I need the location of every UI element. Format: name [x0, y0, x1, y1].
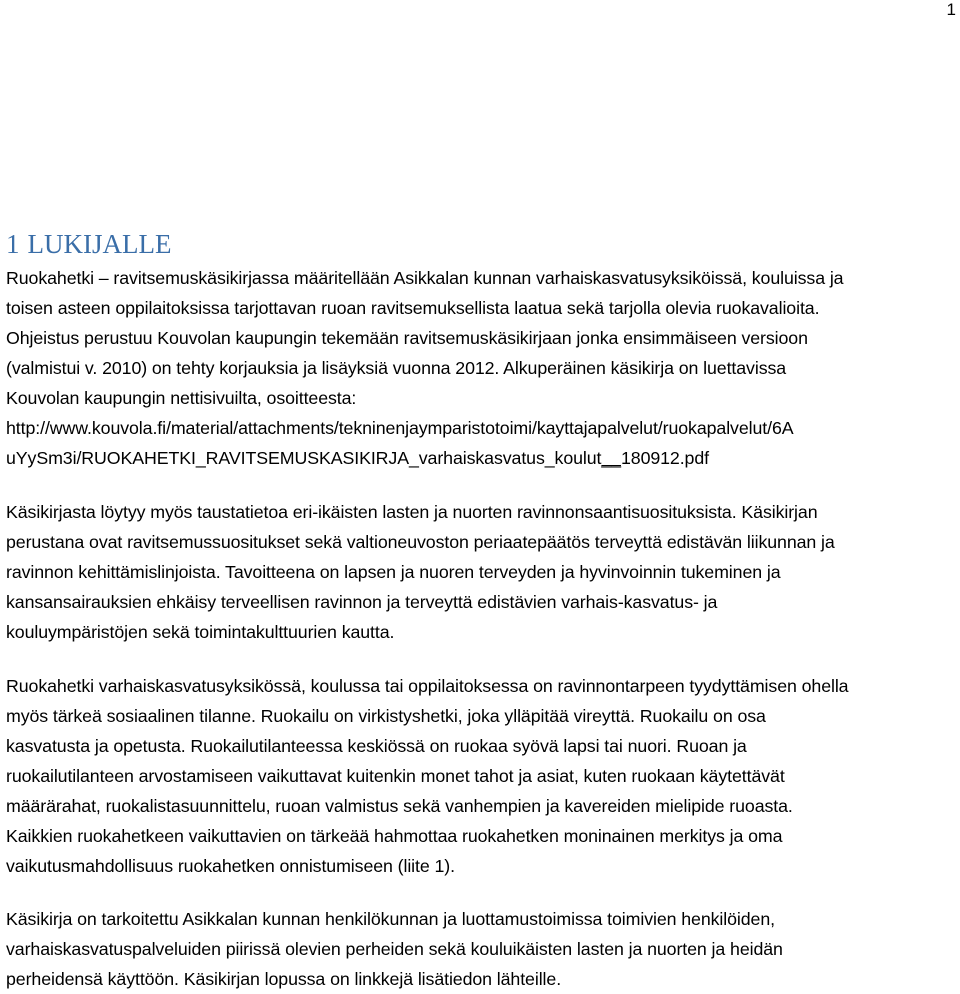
section-heading: [6, 229, 171, 259]
text-line: myös tärkeä sosiaalinen tilanne. Ruokailu on virkistyshetki, joka ylläpitää vireyttä. Ruokailu on osa: [6, 706, 766, 726]
text-line: määrärahat, ruokalistasuunnittelu, ruoan valmistus sekä vanhempien ja kavereiden mielipide ruoasta.: [6, 796, 793, 816]
source-url-segment-end: 180912.pdf: [620, 448, 709, 468]
text-line: kouluympäristöjen sekä toimintakulttuurien kautta.: [6, 622, 395, 642]
section-number: 1: [6, 229, 20, 259]
text-line: Käsikirjasta löytyy myös taustatietoa eri-ikäisten lasten ja nuorten ravinnonsaantisuosituksista. Käsikirjan: [6, 502, 818, 522]
text-line: kansansairauksien ehkäisy terveellisen ravinnon ja terveyttä edistävien varhais-kasvatus- ja: [6, 592, 718, 612]
page-number: 1: [946, 0, 956, 19]
text-line: Ohjeistus perustuu Kouvolan kaupungin tekemään ravitsemuskäsikirjaan jonka ensimmäiseen versioon: [6, 328, 808, 348]
text-line: perustana ovat ravitsemussuositukset sekä valtioneuvoston periaatepäätös terveyttä edistävän liikunnan ja: [6, 532, 835, 552]
text-line: varhaiskasvatuspalveluiden piirissä olevien perheiden sekä kouluikäisten lasten ja nuorten ja heidän: [6, 939, 783, 959]
paragraph-mealtime: [6, 671, 958, 881]
source-url-segment: uYySm3i/RUOKAHETKI_RAVITSEMUSKASIKIRJA_varhaiskasvatus_koulut: [6, 448, 602, 468]
paragraph-intro: [6, 263, 958, 473]
text-line: toisen asteen oppilaitoksissa tarjottavan ruoan ravitsemuksellista laatua sekä tarjolla olevia ruokavalioita.: [6, 298, 820, 318]
source-url-line: http://www.kouvola.fi/material/attachments/tekninenjaymparistotoimi/kayttajapalvelut/ruokapalvelut/6A: [6, 418, 794, 438]
text-line: ravinnon kehittämislinjoista. Tavoitteena on lapsen ja nuoren terveyden ja hyvinvoinnin tukeminen ja: [6, 562, 781, 582]
section-title: LUKIJALLE: [27, 229, 172, 259]
source-url-line-end: [6, 443, 958, 473]
text-line: (valmistui v. 2010) on tehty korjauksia ja lisäyksiä vuonna 2012. Alkuperäinen käsikirja on luettavissa: [6, 358, 787, 378]
text-line: vaikutusmahdollisuus ruokahetken onnistumiseen (liite 1).: [6, 856, 455, 876]
source-url-underlined-segment: __: [601, 448, 621, 468]
text-line: perheidensä käyttöön. Käsikirjan lopussa on linkkejä lisätiedon lähteille.: [6, 969, 562, 989]
text-line: kasvatusta ja opetusta. Ruokailutilanteessa keskiössä on ruokaa syövä lapsi tai nuori. Ruoan ja: [6, 736, 747, 756]
text-line: ruokailutilanteen arvostamiseen vaikuttavat kuitenkin monet tahot ja asiat, kuten ruokaan käytettävät: [6, 766, 785, 786]
paragraph-background: [6, 497, 958, 647]
text-line: Kouvolan kaupungin nettisivuilta, osoitteesta:: [6, 388, 357, 408]
text-line: Ruokahetki – ravitsemuskäsikirjassa määritellään Asikkalan kunnan varhaiskasvatusyksiköissä, kouluissa ja: [6, 268, 844, 288]
paragraph-audience: [6, 904, 958, 994]
text-line: Ruokahetki varhaiskasvatusyksikössä, koulussa tai oppilaitoksessa on ravinnontarpeen tyydyttämisen ohella: [6, 676, 849, 696]
text-line: Käsikirja on tarkoitettu Asikkalan kunnan henkilökunnan ja luottamustoimissa toimivien henkilöiden,: [6, 909, 775, 929]
text-line: Kaikkien ruokahetkeen vaikuttavien on tärkeää hahmottaa ruokahetken moninainen merkitys ja oma: [6, 826, 783, 846]
